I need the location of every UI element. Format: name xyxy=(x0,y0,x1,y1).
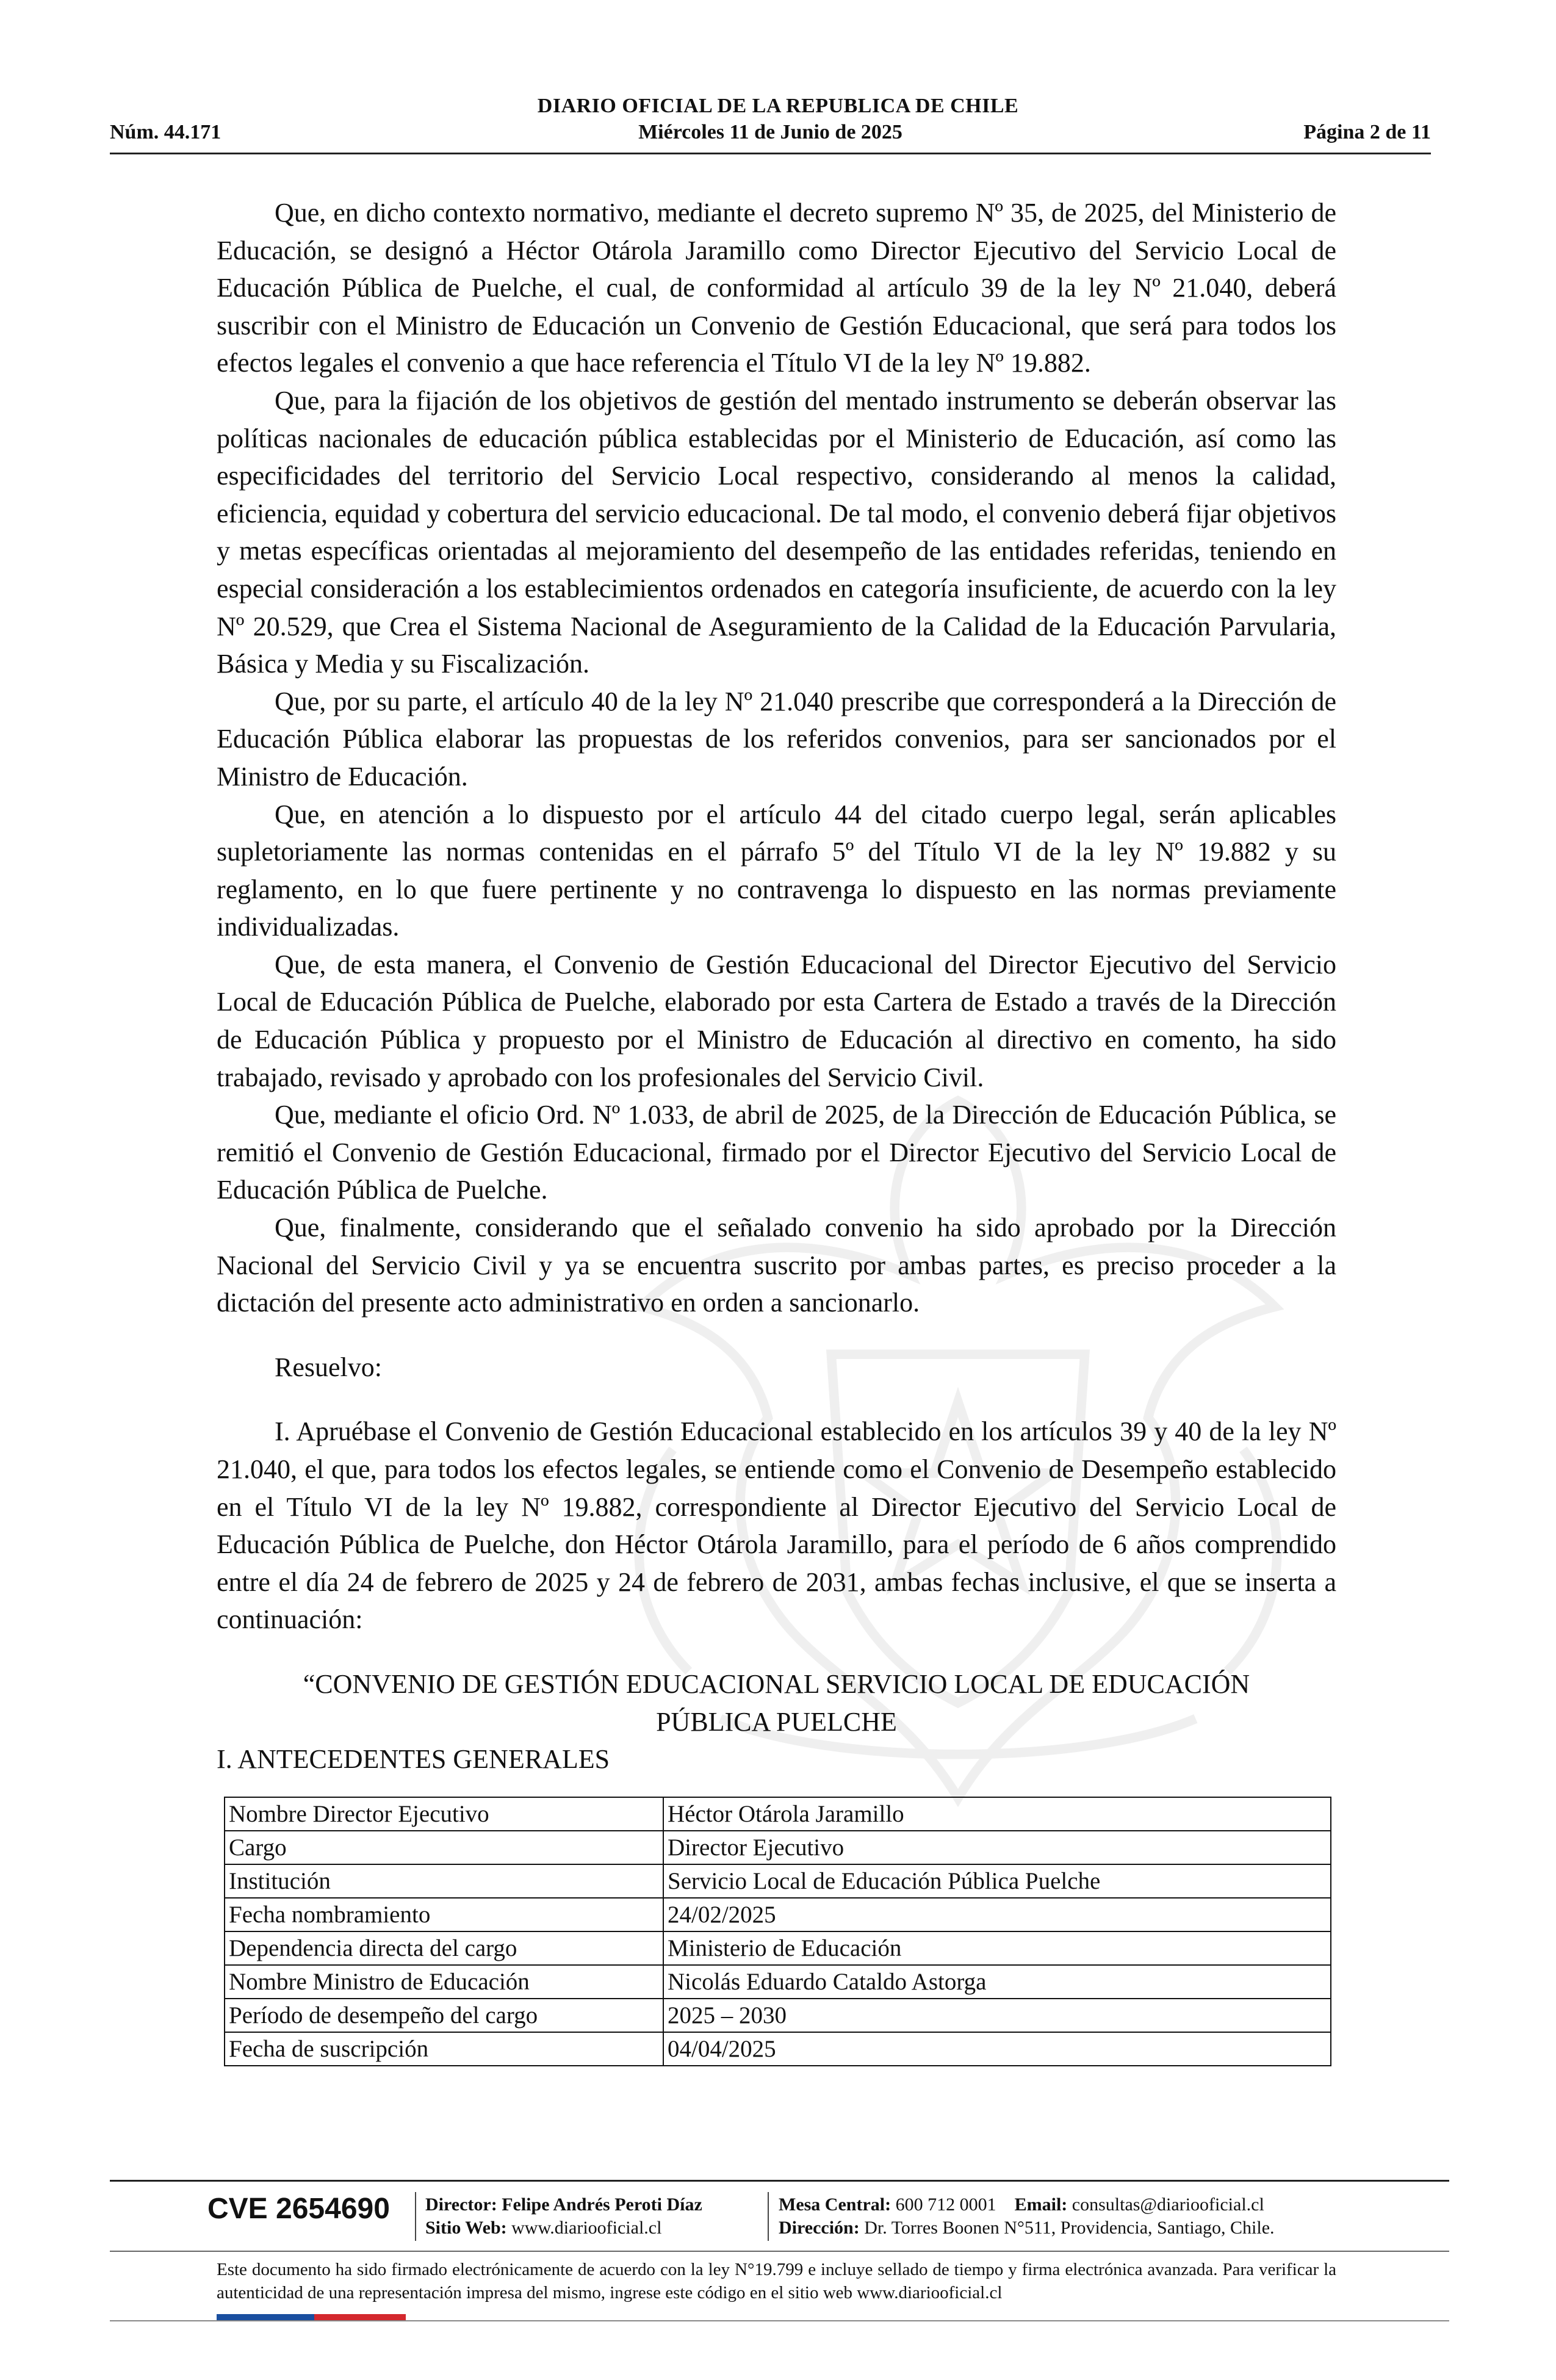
table-label: Período de desempeño del cargo xyxy=(225,1999,663,2032)
address-label: Dirección: xyxy=(779,2218,860,2238)
convenio-title xyxy=(217,1665,1336,1740)
paragraph: Que, por su parte, el artículo 40 de la ley Nº 21.040 prescribe que corresponderá a la Dirección de Educación Pública elaborar las propuestas de los referidos convenios, para ser sancionados por el Ministro de Educación. xyxy=(217,686,1336,792)
table-value: Nicolás Eduardo Cataldo Astorga xyxy=(663,1965,1331,1999)
table-row xyxy=(225,2032,1331,2066)
cve-code: CVE 2654690 xyxy=(207,2193,390,2225)
table-label: Nombre Ministro de Educación xyxy=(225,1965,663,1999)
table-value: Héctor Otárola Jaramillo xyxy=(663,1797,1331,1831)
footer-bottom-line xyxy=(110,2320,1449,2321)
director-name: Felipe Andrés Peroti Díaz xyxy=(502,2194,702,2215)
footer-director-block xyxy=(425,2193,702,2240)
table-value: Ministerio de Educación xyxy=(663,1931,1331,1965)
table-label: Cargo xyxy=(225,1831,663,1864)
paragraph: Que, para la fijación de los objetivos de gestión del mentado instrumento se deberán observar las políticas nacionales de educación pública establecidas por el Ministerio de Educación, así como las especificidades del territorio del Servicio Local respectivo, considerando al menos la calidad, eficiencia, equidad y cobertura del servicio educacional. De tal modo, el convenio deberá fijar objetivos y metas específicas orientadas al mejoramiento del desempeño de las entidades referidas, teniendo en especial consideración a los establecimientos ordenados en categoría insuficiente, de acuerdo con la ley Nº 20.529, que Crea el Sistema Nacional de Aseguramiento de la Calidad de la Educación Parvularia, Básica y Media y su Fiscalización. xyxy=(217,385,1336,679)
flag-stripe-red xyxy=(314,2314,406,2320)
header-row xyxy=(110,121,1431,148)
website-label: Sitio Web: xyxy=(425,2218,507,2238)
table-value: Servicio Local de Educación Pública Puelche xyxy=(663,1864,1331,1898)
resuelvo-heading: Resuelvo: xyxy=(275,1352,382,1382)
footer-contact-block xyxy=(779,2193,1275,2240)
antecedentes-table xyxy=(224,1797,1331,2066)
email-label: Email: xyxy=(1014,2194,1068,2215)
convenio-title-line: PÚBLICA PUELCHE xyxy=(656,1706,897,1737)
issue-number: Núm. 44.171 xyxy=(110,121,222,143)
document-body xyxy=(217,194,1336,2066)
paragraph: Que, de esta manera, el Convenio de Gestión Educacional del Director Ejecutivo del Servicio Local de Educación Pública de Puelche, elaborado por esta Cartera de Estado a través de la Dirección de Educación Pública y propuesto por el Ministro de Educación al directivo en comento, ha sido trabajado, revisado y aprobado con los profesionales del Servicio Civil. xyxy=(217,949,1336,1092)
table-value: Director Ejecutivo xyxy=(663,1831,1331,1864)
table-label: Nombre Director Ejecutivo xyxy=(225,1797,663,1831)
table-label: Dependencia directa del cargo xyxy=(225,1931,663,1965)
paragraph: Que, en atención a lo dispuesto por el artículo 44 del citado cuerpo legal, serán aplicables supletoriamente las normas contenidas en el párrafo 5º del Título VI de la ley Nº 19.882 y su reglamento, en lo que fuere pertinente y no contravenga lo dispuesto en las normas previamente individualizadas. xyxy=(217,799,1336,942)
table-row xyxy=(225,1864,1331,1898)
website-link[interactable]: www.diariooficial.cl xyxy=(511,2218,662,2238)
paragraph: Que, mediante el oficio Ord. Nº 1.033, de abril de 2025, de la Dirección de Educación Pública, se remitió el Convenio de Gestión Educacional, firmado por el Director Ejecutivo del Servicio Local de Educación Pública de Puelche. xyxy=(217,1100,1336,1205)
table-label: Fecha de suscripción xyxy=(225,2032,663,2066)
flag-stripe-blue xyxy=(217,2314,314,2320)
table-row xyxy=(225,1831,1331,1864)
address-text: Dr. Torres Boonen N°511, Providencia, Santiago, Chile. xyxy=(864,2218,1275,2238)
email-link[interactable]: consultas@diariooficial.cl xyxy=(1072,2194,1264,2215)
table-value: 24/02/2025 xyxy=(663,1898,1331,1931)
paragraph: Que, en dicho contexto normativo, mediante el decreto supremo Nº 35, de 2025, del Ministerio de Educación, se designó a Héctor Otárola Jaramillo como Director Ejecutivo del Servicio Local de Educación Pública de Puelche, el cual, de conformidad al artículo 39 de la ley Nº 21.040, deberá suscribir con el Ministro de Educación un Convenio de Gestión Educacional, que será para todos los efectos legales el convenio a que hace referencia el Título VI de la ley Nº 19.882. xyxy=(217,198,1336,378)
footer-divider xyxy=(110,2180,1449,2182)
convenio-title-line: “CONVENIO DE GESTIÓN EDUCACIONAL SERVICIO LOCAL DE EDUCACIÓN xyxy=(303,1668,1250,1699)
table-row xyxy=(225,1999,1331,2032)
table-row xyxy=(225,1965,1331,1999)
footer-separator xyxy=(768,2192,769,2241)
legal-notice: Este documento ha sido firmado electrónicamente de acuerdo con la ley N°19.799 e incluye sellado de tiempo y firma electrónica avanzada. Para verificar la autenticidad de una representación impresa del mismo, ingrese este código en el sitio web www.diariooficial.cl xyxy=(217,2260,1336,2302)
header-divider xyxy=(110,153,1431,154)
table-row xyxy=(225,1797,1331,1831)
table-row xyxy=(225,1898,1331,1931)
director-label: Director: xyxy=(425,2194,497,2215)
table-row xyxy=(225,1931,1331,1965)
newspaper-title: DIARIO OFICIAL DE LA REPUBLICA DE CHILE xyxy=(537,95,1019,117)
table-label: Fecha nombramiento xyxy=(225,1898,663,1931)
phone-number: 600 712 0001 xyxy=(895,2194,996,2215)
paragraph: Que, finalmente, considerando que el señalado convenio ha sido aprobado por la Dirección Nacional del Servicio Civil y ya se encuentra suscrito por ambas partes, es preciso proceder a la dictación del presente acto administrativo en orden a sancionarlo. xyxy=(217,1213,1336,1318)
footer-divider xyxy=(110,2251,1449,2252)
table-label: Institución xyxy=(225,1864,663,1898)
phone-label: Mesa Central: xyxy=(779,2194,891,2215)
section-title: I. ANTECEDENTES GENERALES xyxy=(217,1744,610,1775)
article-1: I. Apruébase el Convenio de Gestión Educacional establecido en los artículos 39 y 40 de la ley Nº 21.040, el que, para todos los efectos legales, se entiende como el Convenio de Desempeño establecido en el Título VI de la ley Nº 19.882, correspondiente al Director Ejecutivo del Servicio Local de Educación Pública de Puelche, don Héctor Otárola Jaramillo, para el período de 6 años comprendido entre el día 24 de febrero de 2025 y 24 de febrero de 2031, ambas fechas inclusive, el que se inserta a continuación: xyxy=(217,1416,1336,1635)
table-value: 04/04/2025 xyxy=(663,2032,1331,2066)
issue-date: Miércoles 11 de Junio de 2025 xyxy=(638,121,902,143)
footer-separator xyxy=(415,2192,416,2241)
page-number: Página 2 de 11 xyxy=(1303,121,1431,143)
table-value: 2025 – 2030 xyxy=(663,1999,1331,2032)
